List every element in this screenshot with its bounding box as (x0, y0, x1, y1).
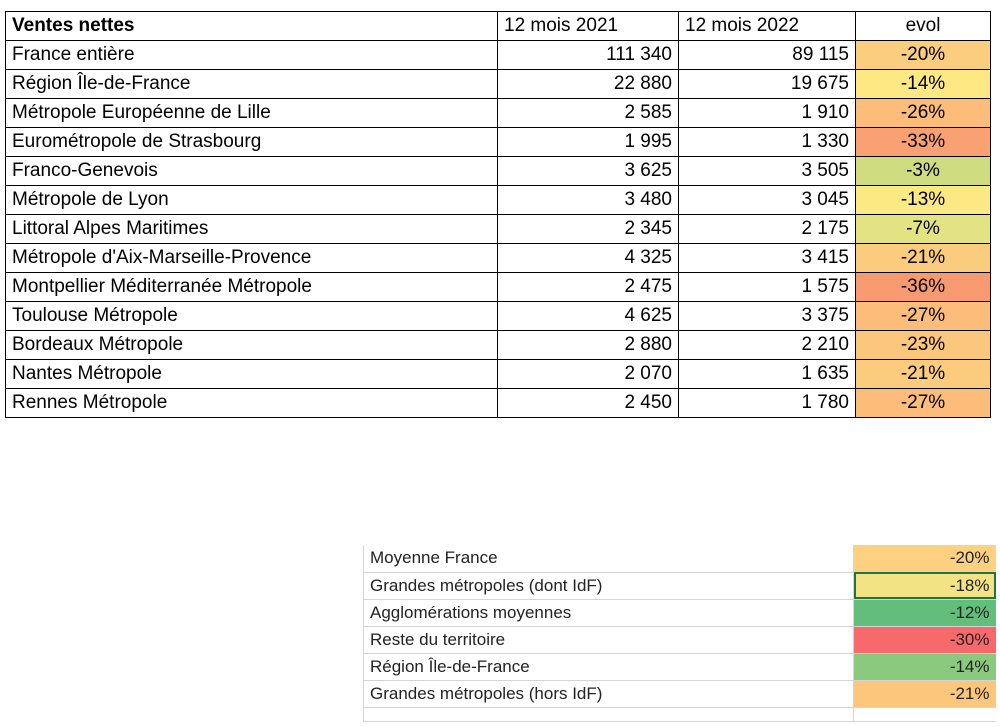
table-row (6, 302, 991, 331)
row-label: Nantes Métropole (6, 360, 498, 389)
table-row (6, 41, 991, 70)
value-2021: 111 340 (498, 41, 679, 70)
row-label: Métropole d'Aix-Marseille-Provence (6, 244, 498, 273)
evol-cell: -13% (856, 186, 991, 215)
value-2022: 2 175 (679, 215, 856, 244)
table-row (6, 70, 991, 99)
value-2021: 3 480 (498, 186, 679, 215)
summary-label[interactable]: Reste du territoire (364, 626, 854, 653)
summary-row (364, 653, 996, 680)
empty-cell[interactable] (364, 707, 854, 721)
row-label: Métropole Européenne de Lille (6, 99, 498, 128)
evol-cell: -21% (856, 360, 991, 389)
value-2022: 19 675 (679, 70, 856, 99)
header-ventes-nettes: Ventes nettes (6, 12, 498, 41)
empty-cell[interactable] (854, 707, 996, 721)
sales-table (5, 11, 991, 418)
value-2022: 1 780 (679, 389, 856, 418)
value-2021: 2 070 (498, 360, 679, 389)
summary-label[interactable]: Moyenne France (364, 545, 854, 572)
header-2022: 12 mois 2022 (679, 12, 856, 41)
evol-cell: -26% (856, 99, 991, 128)
row-label: Rennes Métropole (6, 389, 498, 418)
header-2021: 12 mois 2021 (498, 12, 679, 41)
table-row (6, 186, 991, 215)
row-label: Eurométropole de Strasbourg (6, 128, 498, 157)
evol-cell: -23% (856, 331, 991, 360)
table-row (6, 215, 991, 244)
evol-cell: -14% (856, 70, 991, 99)
summary-label[interactable]: Agglomérations moyennes (364, 599, 854, 626)
table-row (6, 244, 991, 273)
row-label: Métropole de Lyon (6, 186, 498, 215)
evol-cell: -3% (856, 157, 991, 186)
value-2022: 3 415 (679, 244, 856, 273)
value-2022: 3 375 (679, 302, 856, 331)
row-label: France entière (6, 41, 498, 70)
evol-cell: -20% (856, 41, 991, 70)
evol-cell: -7% (856, 215, 991, 244)
summary-value[interactable]: -14% (854, 653, 996, 680)
row-label: Toulouse Métropole (6, 302, 498, 331)
summary-row (364, 545, 996, 572)
row-label: Montpellier Méditerranée Métropole (6, 273, 498, 302)
value-2021: 2 450 (498, 389, 679, 418)
value-2021: 2 880 (498, 331, 679, 360)
value-2022: 1 330 (679, 128, 856, 157)
value-2022: 89 115 (679, 41, 856, 70)
row-label: Région Île-de-France (6, 70, 498, 99)
value-2022: 3 045 (679, 186, 856, 215)
value-2021: 1 995 (498, 128, 679, 157)
table-row (6, 157, 991, 186)
value-2021: 2 345 (498, 215, 679, 244)
summary-row (364, 626, 996, 653)
table-row (6, 331, 991, 360)
table-row (6, 360, 991, 389)
summary-row (364, 680, 996, 707)
value-2021: 4 625 (498, 302, 679, 331)
row-label: Franco-Genevois (6, 157, 498, 186)
value-2022: 1 635 (679, 360, 856, 389)
row-label: Littoral Alpes Maritimes (6, 215, 498, 244)
summary-value[interactable]: -30% (854, 626, 996, 653)
value-2021: 3 625 (498, 157, 679, 186)
value-2021: 22 880 (498, 70, 679, 99)
summary-label[interactable]: Région Île-de-France (364, 653, 854, 680)
table-row (6, 273, 991, 302)
table-row (6, 389, 991, 418)
summary-value[interactable]: -20% (854, 545, 996, 572)
summary-table (363, 545, 996, 722)
table-header-row (6, 12, 991, 41)
summary-row (364, 572, 996, 599)
summary-value[interactable]: -21% (854, 680, 996, 707)
summary-label[interactable]: Grandes métropoles (hors IdF) (364, 680, 854, 707)
empty-row (364, 707, 996, 721)
header-evol: evol (856, 12, 991, 41)
value-2021: 2 475 (498, 273, 679, 302)
summary-value[interactable]: -18% (854, 572, 996, 599)
summary-row (364, 599, 996, 626)
summary-label[interactable]: Grandes métropoles (dont IdF) (364, 572, 854, 599)
evol-cell: -36% (856, 273, 991, 302)
evol-cell: -21% (856, 244, 991, 273)
value-2022: 2 210 (679, 331, 856, 360)
value-2022: 3 505 (679, 157, 856, 186)
row-label: Bordeaux Métropole (6, 331, 498, 360)
evol-cell: -33% (856, 128, 991, 157)
evol-cell: -27% (856, 389, 991, 418)
value-2022: 1 575 (679, 273, 856, 302)
table-row (6, 128, 991, 157)
table-row (6, 99, 991, 128)
value-2022: 1 910 (679, 99, 856, 128)
value-2021: 2 585 (498, 99, 679, 128)
summary-value[interactable]: -12% (854, 599, 996, 626)
value-2021: 4 325 (498, 244, 679, 273)
evol-cell: -27% (856, 302, 991, 331)
